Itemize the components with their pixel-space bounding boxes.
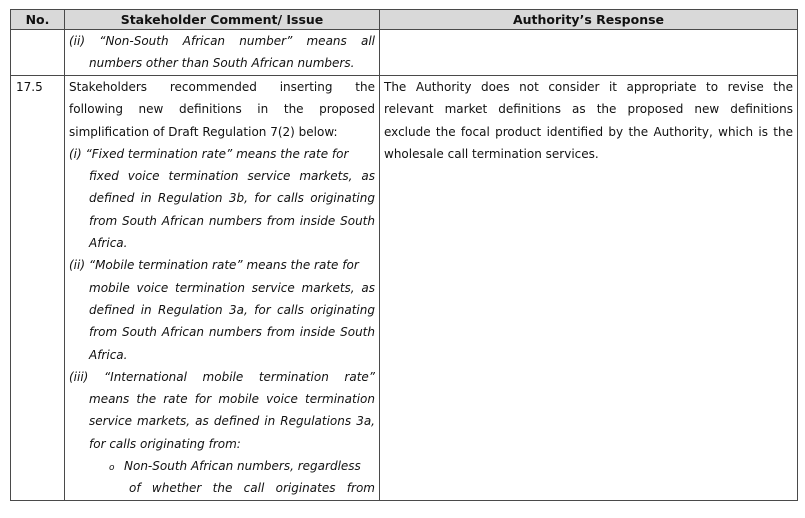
definition-line: from South African numbers from inside South: [89, 325, 375, 340]
definition-line: defined in Regulation 3b, for calls originating: [89, 191, 375, 206]
bullet-icon: o: [109, 463, 115, 474]
bullet-text: Non-South African numbers, regardless: [124, 459, 361, 474]
definition-line: fixed voice termination service markets, as: [89, 169, 375, 184]
table-row-17-5: [11, 76, 798, 501]
definition-line: Africa.: [89, 347, 128, 362]
comment-line: following new definitions in the proposed: [69, 102, 375, 117]
cell-comment: [65, 76, 380, 501]
header-comment: Stakeholder Comment/ Issue: [65, 10, 380, 30]
table-header-row: [11, 10, 798, 30]
header-response: Authority’s Response: [380, 10, 798, 30]
bullet-item: [69, 455, 375, 477]
response-line: wholesale call termination services.: [384, 146, 599, 161]
response-line: relevant market definitions as the proposed new definitions: [384, 102, 793, 117]
definition-line: (i) “Fixed termination rate” means the rate for: [69, 146, 349, 161]
definition-line: (ii) “Mobile termination rate” means the rate for: [69, 258, 359, 273]
cell-response-empty: [380, 30, 798, 76]
definition-line: for calls originating from:: [89, 436, 241, 451]
bullet-continuation: of whether the call originates from: [129, 481, 375, 496]
comment-line: (ii) “Non-South African number” means all: [69, 34, 375, 48]
comments-table: [10, 9, 798, 501]
cell-no: [11, 76, 65, 501]
table-row-continued: [11, 30, 798, 76]
header-no: No.: [11, 10, 65, 30]
definition-line: means the rate for mobile voice termination: [89, 392, 375, 407]
response-line: The Authority does not consider it appropriate to revise the: [384, 80, 793, 94]
comment-line: Stakeholders recommended inserting the: [69, 80, 375, 94]
comment-line: simplification of Draft Regulation 7(2) below:: [69, 124, 338, 139]
definition-line: mobile voice termination service markets, as: [89, 280, 375, 295]
definition-line: (iii) “International mobile termination rate”: [69, 369, 375, 384]
definition-line: Africa.: [89, 236, 128, 251]
cell-comment-continued: [65, 30, 380, 76]
cell-no-empty: [11, 30, 65, 76]
row-number: 17.5: [16, 80, 43, 94]
response-line: exclude the focal product identified by the Authority, which is the: [384, 124, 793, 139]
definition-line: defined in Regulation 3a, for calls originating: [89, 302, 375, 317]
definition-line: from South African numbers from inside South: [89, 213, 375, 228]
cell-response: [380, 76, 798, 501]
comment-line: numbers other than South African numbers.: [89, 56, 355, 71]
definition-line: service markets, as defined in Regulations 3a,: [89, 414, 375, 429]
